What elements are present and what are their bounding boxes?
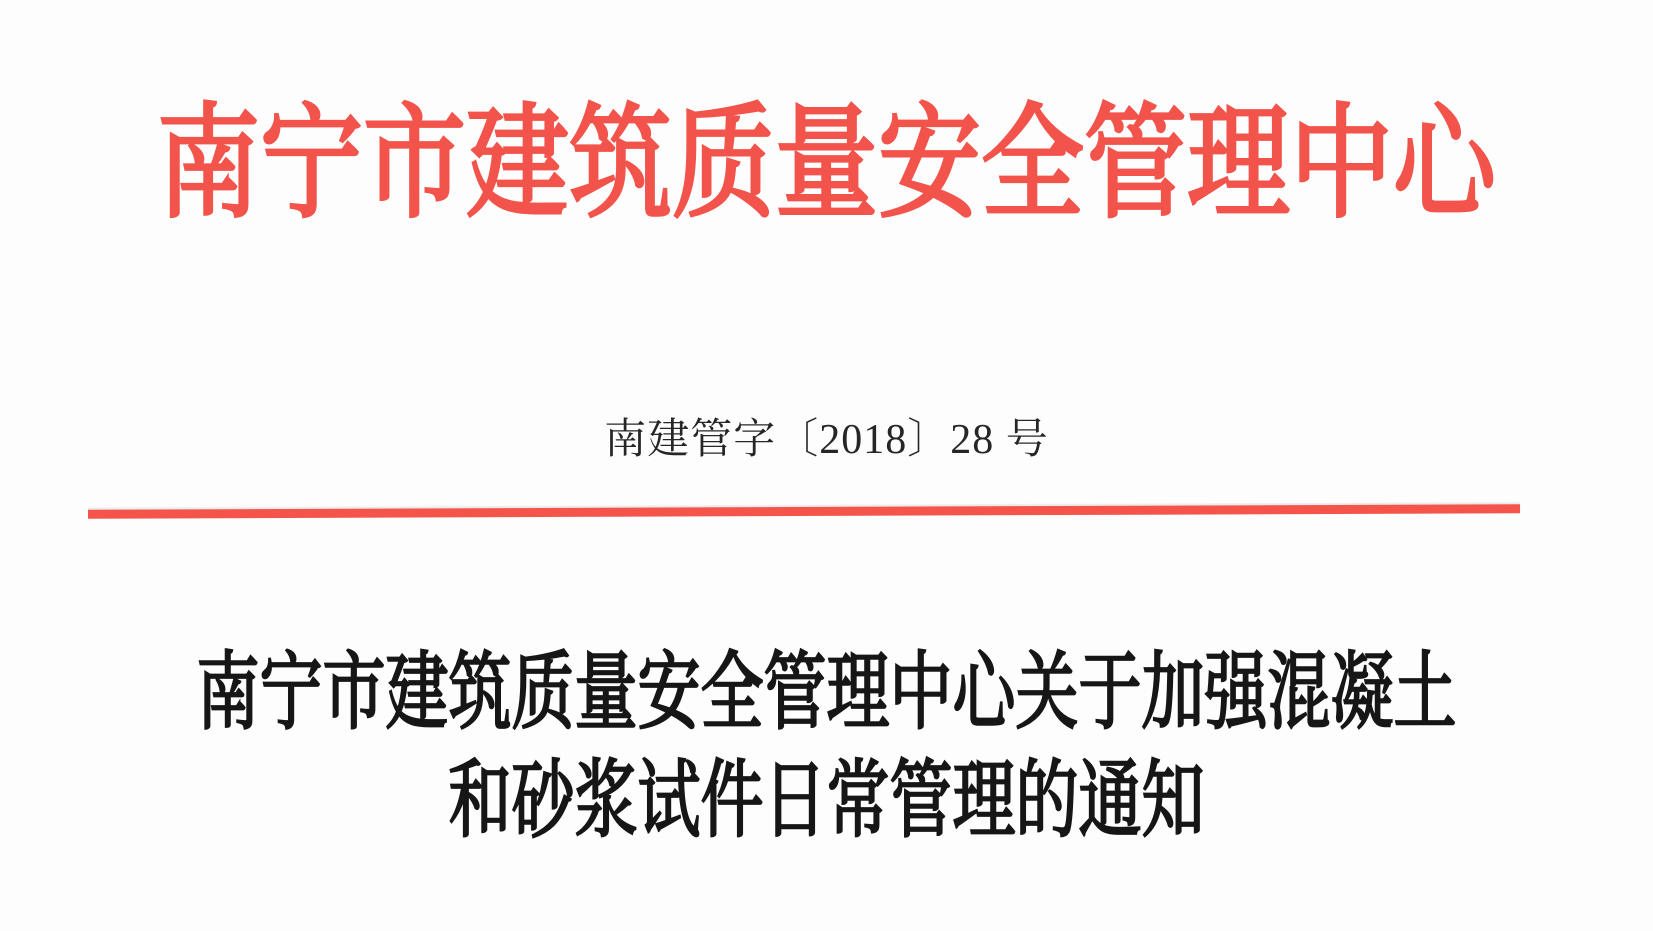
document-number: 南建管字〔2018〕28 号 [604,417,1049,463]
document-title [0,639,1653,855]
document-title-line1: 南宁市建筑质量安全管理中心关于加强混凝土 [196,645,1457,741]
document-title-line2: 和砂浆试件日常管理的通知 [448,753,1205,849]
letterhead-agency-name: 南宁市建筑质量安全管理中心 [157,96,1496,234]
red-divider-rule [88,504,1520,518]
